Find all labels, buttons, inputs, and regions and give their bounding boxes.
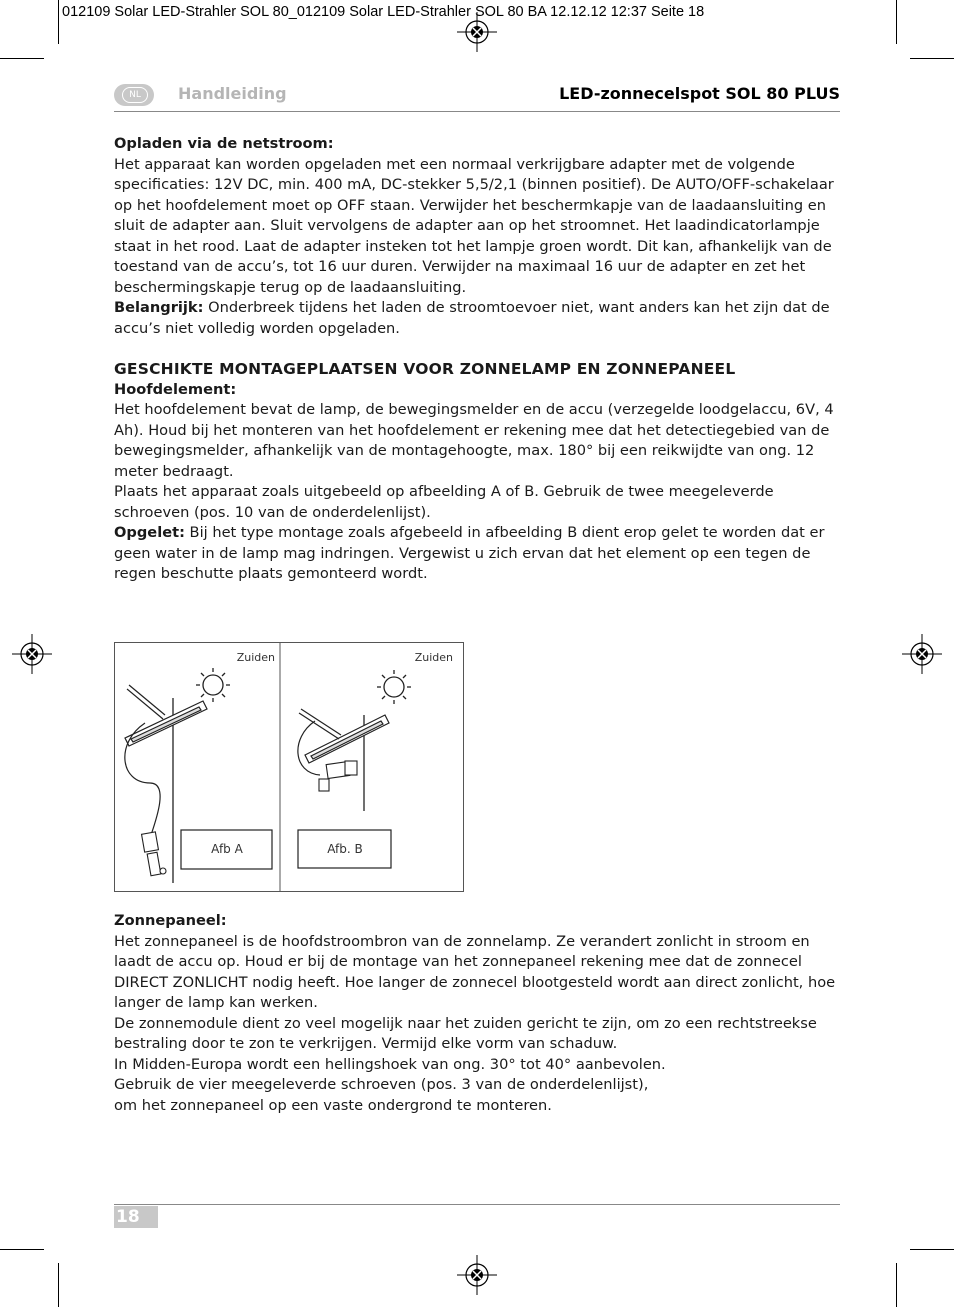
registration-mark-icon [12,634,52,674]
crop-mark [58,0,59,44]
registration-mark-icon [457,12,497,52]
caption-b: Afb. B [327,842,363,856]
solar-panel-paragraph-3: In Midden-Europa wordt een hellingshoek van ong. 30° tot 40° aanbevolen. [114,1055,666,1073]
crop-mark [0,1249,44,1250]
print-header: 012109 Solar LED-Strahler SOL 80_012109 Solar LED-Strahler SOL 80 BA 12.12.12 12:37 Seite 18 [62,4,705,20]
product-title: LED-zonnecelspot SOL 80 PLUS [559,84,840,103]
crop-mark [896,1263,897,1307]
charging-heading: Opladen via de netstroom: [114,135,334,152]
important-label: Belangrijk: [114,299,204,316]
header-divider [114,111,840,112]
direction-label-b: Zuiden [414,651,453,664]
lamp-b [319,761,357,791]
important-note [114,298,840,339]
solar-panel-paragraph-2: De zonnemodule dient zo veel mogelijk naar het zuiden gericht te zijn, om zo een rechtstreekse bestraling door te zon te verkrijgen. Vermijd elke vorm van schaduw. [114,1014,817,1052]
mounting-illustration [115,643,463,891]
mounting-heading: GESCHIKTE MONTAGEPLAATSEN VOOR ZONNELAMP EN ZONNEPANEEL [114,360,736,378]
language-badge-label: NL [122,87,148,103]
main-element-heading: Hoofdelement: [114,380,237,398]
sun-icon [377,670,411,704]
solar-panel-a [125,685,207,746]
solar-panel-paragraph-5: om het zonnepaneel op een vaste ondergrond te monteren. [114,1096,552,1114]
solar-panel-paragraph-1: Het zonnepaneel is de hoofdstroombron van de zonnelamp. Ze verandert zonlicht in stroom en laadt de accu op. Houd er bij de montage van het zonnepaneel rekening mee dat de zonnecel DIRECT ZONLICHT nodig heeft. Hoe langer de zonnecel blootgesteld wordt aan direct zonlicht, hoe langer de lamp kan werken. [114,932,836,1011]
caution-label: Opgelet: [114,524,185,541]
important-text: Onderbreek tijdens het laden de stroomtoevoer niet, want anders kan het zijn dat de accu’s niet volledig worden opgeladen. [114,299,830,337]
sun-icon [196,668,230,702]
footer-divider [114,1204,840,1205]
crop-mark [0,58,44,59]
crop-mark [58,1263,59,1307]
caution-text: Bij het type montage zoals afgebeeld in afbeelding B dient erop gelet te worden dat er geen water in de lamp mag indringen. Vergewist u zich ervan dat het element op een tegen de regen beschutte plaats gemonteerd wordt. [114,524,825,582]
solar-panel-section [114,911,840,1116]
registration-mark-icon [457,1255,497,1295]
registration-mark-icon [902,634,942,674]
solar-panel-b [299,709,389,763]
charging-paragraph: Het apparaat kan worden opgeladen met een normaal verkrijgbare adapter met de volgende specificaties: 12V DC, min. 400 mA, DC-stekker 5,5/2,1 (binnen positief). De AUTO/OFF-schakelaar op het hoofdelement moet op OFF staan. Verwijder het beschermkapje van de laadaansluiting en sluit de adapter aan. Sluit vervolgens de adapter aan op het stroomnet. Het laadindicatorlampje staat in het rood. Laat de adapter insteken tot het lampje groen wordt. Dit kan, afhankelijk van de toestand van de accu’s, tot 16 uur duren. Verwijder na maximaal 16 uur de adapter en zet het beschermingskapje terug op de laadaansluiting. [114,155,834,296]
crop-mark [910,1249,954,1250]
crop-mark [910,58,954,59]
crop-mark [896,0,897,44]
main-element-paragraph-2: Plaats het apparaat zoals uitgebeeld op afbeelding A of B. Gebruik de twee meegeleverde schroeven (pos. 10 van de onderdelenlijst). [114,483,774,521]
lamp-a [142,832,166,876]
section-title: Handleiding [178,84,287,103]
direction-label-a: Zuiden [236,651,275,664]
mounting-figure [114,642,464,892]
caption-a: Afb A [211,842,243,856]
page-number: 18 [114,1206,158,1228]
main-element-paragraph-1: Het hoofdelement bevat de lamp, de bewegingsmelder en de accu (verzegelde loodgelaccu, 6V, 4 Ah). Houd bij het monteren van het hoofdelement er rekening mee dat het detectiegebied van de bewegingsmelder, afhankelijk van de montagehoogte, max. 180° bij een reikwijdte van ong. 12 meter bedraagt. [114,401,834,480]
main-content [114,134,840,585]
solar-panel-paragraph-4: Gebruik de vier meegeleverde schroeven (pos. 3 van de onderdelenlijst), [114,1076,649,1093]
solar-panel-heading: Zonnepaneel: [114,912,227,929]
caution-note [114,523,840,585]
language-badge [114,84,154,106]
